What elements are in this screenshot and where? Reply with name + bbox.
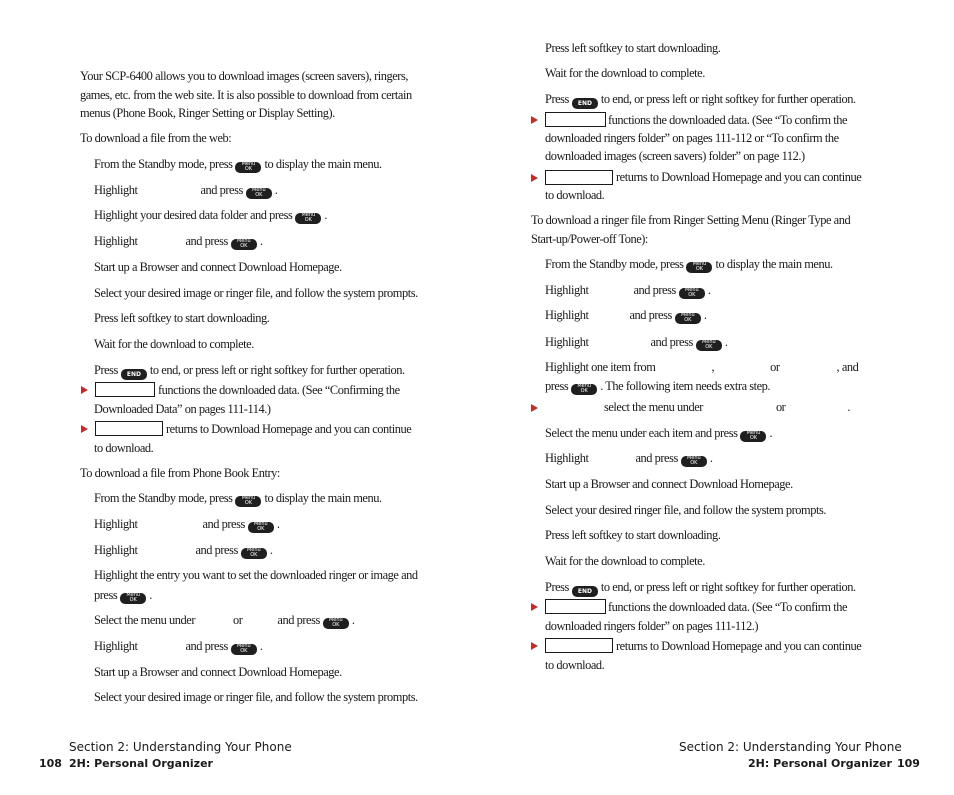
menu-ok-key-icon: Menu OK: [120, 593, 146, 604]
bullet-arrow-icon: [81, 425, 88, 433]
web-bullet-1-line-1: functions the downloaded data. (See “Confirming the: [158, 383, 400, 397]
pb-step-4-line-2: press Menu OK .: [94, 588, 152, 603]
bullet-arrow-icon: [531, 642, 538, 650]
ringer-download-heading-1: To download a ringer file from Ringer Setting Menu (Ringer Type and: [531, 213, 851, 227]
pb-step-2: Highlight and press Menu OK .: [94, 517, 280, 532]
menu-ok-key-icon: Menu OK: [740, 431, 766, 442]
ring-step-11: Wait for the download to complete.: [545, 554, 705, 568]
menu-ok-key-icon: Menu OK: [323, 618, 349, 629]
bullet-arrow-icon: [531, 174, 538, 182]
pb-step-8: Select your desired image or ringer file, and follow the system prompts.: [94, 690, 418, 704]
ring-step-4: Highlight and press Menu OK .: [545, 335, 728, 350]
pb-step-6: Highlight and press Menu OK .: [94, 639, 263, 654]
ring-step-7: Highlight and press Menu OK .: [545, 451, 713, 466]
ring-step-5-line-2: press Menu OK . The following item needs extra step.: [545, 379, 771, 394]
intro-line-3: menus (Phone Book, Ringer Setting or Display Setting).: [80, 106, 335, 120]
menu-ok-key-icon: Menu OK: [686, 262, 712, 273]
menu-ok-key-icon: Menu OK: [295, 213, 321, 224]
menu-ok-key-icon: Menu OK: [571, 384, 597, 395]
menu-ok-key-icon: Menu OK: [231, 239, 257, 250]
pb-step-4-line-1: Highlight the entry you want to set the downloaded ringer or image and: [94, 568, 418, 582]
web-step-8: Wait for the download to complete.: [94, 337, 254, 351]
ringer-download-heading-2: Start-up/Power-off Tone):: [531, 232, 648, 246]
menu-ok-key-icon: Menu OK: [679, 288, 705, 299]
web-bullet-2-line-2: to download.: [94, 441, 154, 455]
menu-ok-key-icon: Menu OK: [248, 522, 274, 533]
end-key-icon: END: [572, 98, 598, 109]
web-step-9: Press END to end, or press left or right softkey for further operation.: [94, 363, 405, 378]
web-step-1: From the Standby mode, press Menu OK to display the main menu.: [94, 157, 382, 172]
r-bullet-1-line-2: downloaded ringers folder” on pages 111-112 or “To confirm the: [545, 131, 839, 145]
ring-step-prev-1: Press left softkey to start downloading.: [545, 41, 721, 55]
ring-step-prev-2: Wait for the download to complete.: [545, 66, 705, 80]
ring-step-prev-3: Press END to end, or press left or right softkey for further operation.: [545, 92, 856, 107]
s-bullet-1-line-2: downloaded ringers folder” on pages 111-112.): [545, 619, 759, 633]
web-step-7: Press left softkey to start downloading.: [94, 311, 270, 325]
ring-step-6: Select the menu under each item and press Menu OK .: [545, 426, 773, 441]
menu-ok-key-icon: Menu OK: [235, 162, 261, 173]
ring-step-10: Press left softkey to start downloading.: [545, 528, 721, 542]
phonebook-download-heading: To download a file from Phone Book Entry:: [80, 466, 280, 480]
menu-ok-key-icon: Menu OK: [696, 340, 722, 351]
end-key-icon: END: [572, 586, 598, 597]
s-bullet-1-line-1: functions the downloaded data. (See “To confirm the: [608, 600, 848, 614]
intro-line-2: games, etc. from the web site. It is also possible to download from certain: [80, 88, 412, 102]
option-label-box: [545, 112, 606, 127]
footer-chapter-left: 2H: Personal Organizer: [69, 757, 213, 770]
menu-ok-key-icon: Menu OK: [675, 313, 701, 324]
page-number-left: 108: [39, 757, 62, 770]
r-bullet-2-line-1: returns to Download Homepage and you can continue: [616, 170, 862, 184]
web-bullet-1-line-2: Downloaded Data” on pages 111-114.): [94, 402, 271, 416]
page-number-right: 109: [897, 757, 920, 770]
ring-step-5-line-1: Highlight one item from , or , and: [545, 360, 859, 374]
footer-section-right: Section 2: Understanding Your Phone: [679, 740, 902, 754]
menu-ok-key-icon: Menu OK: [241, 548, 267, 559]
ring-step-8: Start up a Browser and connect Download Homepage.: [545, 477, 793, 491]
menu-ok-key-icon: Menu OK: [235, 496, 261, 507]
intro-line-1: Your SCP-6400 allows you to download images (screen savers), ringers,: [80, 69, 409, 83]
footer-chapter-right: 2H: Personal Organizer: [748, 757, 892, 770]
r-bullet-1-line-1: functions the downloaded data. (See “To confirm the: [608, 113, 848, 127]
ring-step-1: From the Standby mode, press Menu OK to display the main menu.: [545, 257, 833, 272]
web-bullet-2-line-1: returns to Download Homepage and you can continue: [166, 422, 412, 436]
footer-section-left: Section 2: Understanding Your Phone: [69, 740, 292, 754]
menu-ok-key-icon: Menu OK: [246, 188, 272, 199]
ring-step-9: Select your desired ringer file, and follow the system prompts.: [545, 503, 826, 517]
option-label-box: [545, 599, 606, 614]
web-step-5: Start up a Browser and connect Download Homepage.: [94, 260, 342, 274]
option-label-box: [95, 421, 163, 436]
pb-step-5: Select the menu under or and press Menu OK .: [94, 613, 355, 628]
s-bullet-2-line-2: to download.: [545, 658, 605, 672]
option-label-box: [545, 170, 613, 185]
web-download-heading: To download a file from the web:: [80, 131, 232, 145]
web-step-6: Select your desired image or ringer file, and follow the system prompts.: [94, 286, 418, 300]
s-bullet-2-line-1: returns to Download Homepage and you can continue: [616, 639, 862, 653]
bullet-arrow-icon: [81, 386, 88, 394]
option-label-box: [545, 638, 613, 653]
pb-step-3: Highlight and press Menu OK .: [94, 543, 273, 558]
pb-step-1: From the Standby mode, press Menu OK to display the main menu.: [94, 491, 382, 506]
ring-step-2: Highlight and press Menu OK .: [545, 283, 711, 298]
pb-step-7: Start up a Browser and connect Download Homepage.: [94, 665, 342, 679]
bullet-arrow-icon: [531, 404, 538, 412]
web-step-2: Highlight and press Menu OK .: [94, 183, 278, 198]
menu-ok-key-icon: Menu OK: [681, 456, 707, 467]
option-label-box: [95, 382, 155, 397]
end-key-icon: END: [121, 369, 147, 380]
ring-step-5-extra: select the menu under or .: [604, 400, 851, 414]
web-step-4: Highlight and press Menu OK .: [94, 234, 263, 249]
menu-ok-key-icon: Menu OK: [231, 644, 257, 655]
r-bullet-1-line-3: downloaded images (screen savers) folder” on page 112.): [545, 149, 805, 163]
ring-step-3: Highlight and press Menu OK .: [545, 308, 707, 323]
bullet-arrow-icon: [531, 603, 538, 611]
bullet-arrow-icon: [531, 116, 538, 124]
r-bullet-2-line-2: to download.: [545, 188, 605, 202]
ring-step-12: Press END to end, or press left or right softkey for further operation.: [545, 580, 856, 595]
web-step-3: Highlight your desired data folder and press Menu OK .: [94, 208, 328, 223]
